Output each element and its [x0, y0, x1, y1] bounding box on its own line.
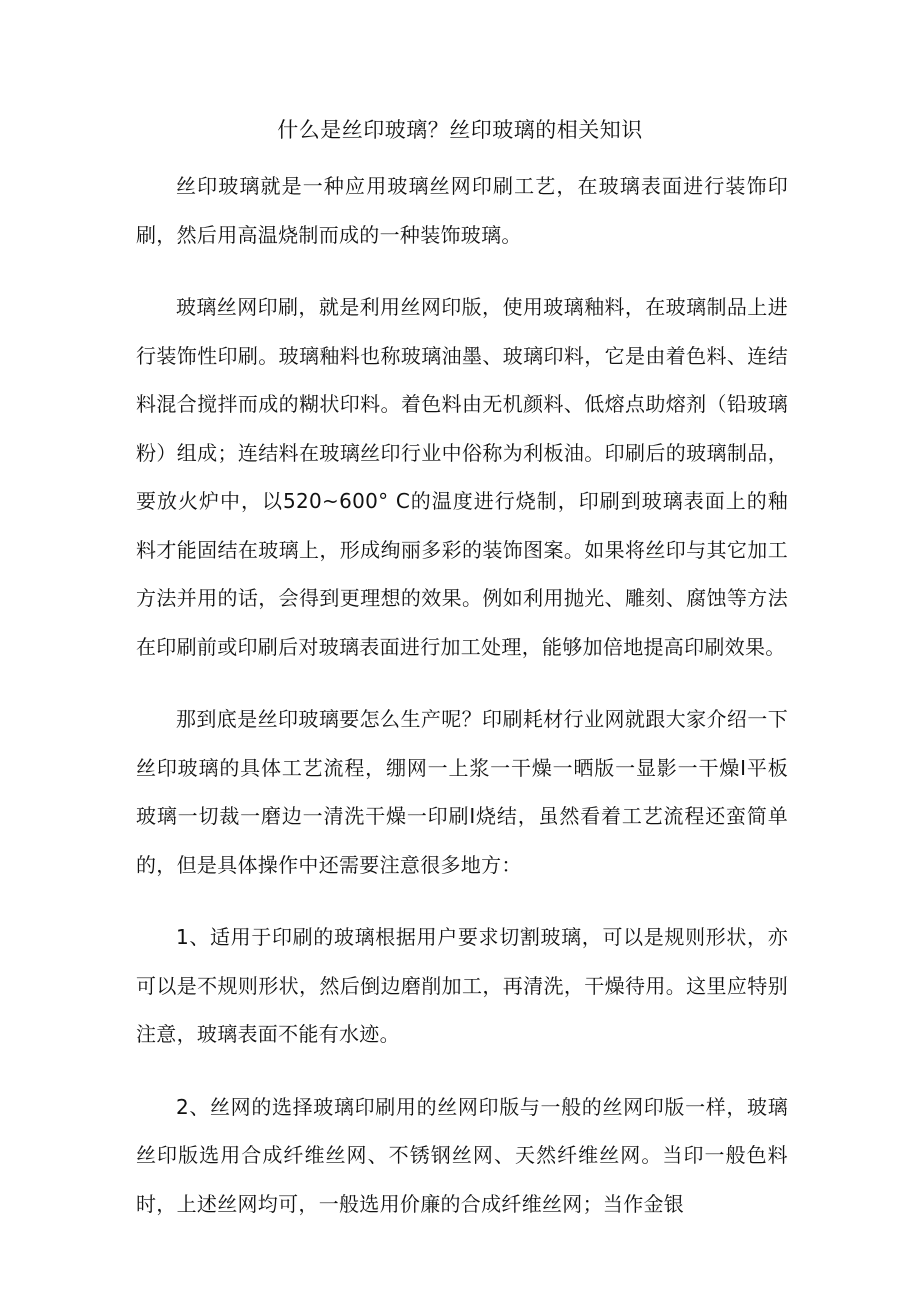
paragraph-step-1: 1、适用于印刷的玻璃根据用户要求切割玻璃，可以是规则形状，亦可以是不规则形状，然后倒边磨削加工，再清洗，干燥待用。这里应特别注意，玻璃表面不能有水迹。: [136, 925, 788, 1046]
paragraph-process-flow: 那到底是丝印玻璃要怎么生产呢？印刷耗材行业网就跟大家介绍一下丝印玻璃的具体工艺流程，绷网一上浆一干燥一晒版一显影一干燥I平板玻璃一切裁一磨边一清洗干燥一印刷I烧结，虽然看着工艺流程还蛮简单的，但是具体操作中还需要注意很多地方：: [136, 707, 788, 877]
paragraph-step-2: 2、丝网的选择玻璃印刷用的丝网印版与一般的丝网印版一样，玻璃丝印版选用合成纤维丝网、不锈钢丝网、天然纤维丝网。当印一般色料时，上述丝网均可，一般选用价廉的合成纤维丝网；当作金银: [136, 1094, 788, 1216]
paragraph-screen-printing: 玻璃丝网印刷，就是利用丝网印版，使用玻璃釉料，在玻璃制品上进行装饰性印刷。玻璃釉料也称玻璃油墨、玻璃印料，它是由着色料、连结料混合搅拌而成的糊状印料。着色料由无机颜料、低熔点助熔剂（铅玻璃粉）组成；连结料在玻璃丝印行业中俗称为利板油。印刷后的玻璃制品，要放火炉中，以520~600° C的温度进行烧制，印刷到玻璃表面上的釉料才能固结在玻璃上，形成绚丽多彩的装饰图案。如果将丝印与其它加工方法并用的话，会得到更理想的效果。例如利用抛光、雕刻、腐蚀等方法在印刷前或印刷后对玻璃表面进行加工处理，能够加倍地提高印刷效果。: [136, 295, 788, 659]
document-title: 什么是丝印玻璃？丝印玻璃的相关知识: [277, 118, 643, 142]
paragraph-intro: 丝印玻璃就是一种应用玻璃丝网印刷工艺，在玻璃表面进行装饰印刷，然后用高温烧制而成的一种装饰玻璃。: [136, 174, 788, 247]
document-body: [136, 162, 788, 1252]
